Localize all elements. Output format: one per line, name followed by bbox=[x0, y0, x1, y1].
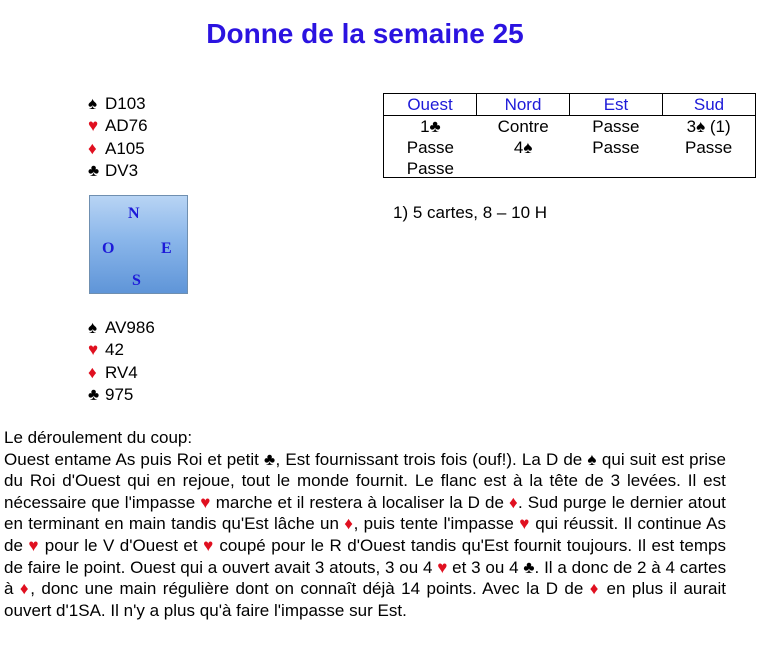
north-diamonds: A105 bbox=[105, 138, 145, 158]
compass-west: O bbox=[102, 240, 115, 257]
bid-cell-north: Contre bbox=[497, 117, 549, 136]
south-clubs: 975 bbox=[105, 384, 134, 404]
club-icon: ♣ bbox=[88, 160, 100, 180]
diamond-icon: ♦ bbox=[19, 579, 31, 599]
bid-cell-north: 4♠ bbox=[513, 138, 533, 157]
compass-box bbox=[89, 195, 188, 294]
north-clubs: DV3 bbox=[105, 160, 139, 180]
narrative-text: Ouest entame As puis Roi et petit ♣, Est fournissant trois fois (ouf!). La D de ♠ qui suit est prise du Roi d'Ouest qui en rejoue, tout le monde fournit. Le flanc est à la tête de 3 levées. Il est nécessaire que l'impasse ♥ marche et il restera à localiser la D de ♦. Sud purge le dernier atout en terminant en main tandis qu'Est lâche un ♦, puis tente l'impasse ♥ qui réussit. Il continue As de ♥ pour le V d'Ouest et ♥ coupé pour le R d'Ouest tandis qu'Est fournit toujours. Il est temps de faire le point. Ouest qui a ouvert avait 3 atouts, 3 ou 4 ♥ et 3 ou 4 ♣. Il a donc de 2 à 4 cartes à ♦, donc une main régulière dont on connaît déjà 14 points. Avec la D de ♦ en plus il aurait ouvert d'1SA. Il n'y a plus qu'à faire l'impasse sur Est. bbox=[4, 449, 727, 620]
heart-icon: ♥ bbox=[28, 535, 40, 555]
bid-cell-east: Passe bbox=[592, 138, 640, 157]
south-spades-line bbox=[88, 317, 155, 339]
bid-cell-east: Passe bbox=[592, 117, 640, 136]
compass-east: E bbox=[161, 240, 172, 257]
bid-header-west: Ouest bbox=[384, 94, 477, 115]
bid-cell-west: 1♣ bbox=[420, 117, 441, 136]
heart-icon: ♥ bbox=[200, 492, 211, 512]
north-clubs-line bbox=[88, 160, 148, 182]
bid-cell-east bbox=[570, 158, 663, 179]
club-icon: ♣ bbox=[88, 384, 100, 404]
north-spades-line bbox=[88, 93, 148, 115]
north-hearts: AD76 bbox=[105, 116, 148, 136]
page-title: Donne de la semaine 25 bbox=[206, 18, 524, 49]
south-hand bbox=[88, 317, 155, 406]
bid-cell-south: Passe bbox=[684, 138, 733, 157]
compass-south: S bbox=[132, 272, 141, 289]
spade-icon: ♠ bbox=[88, 94, 98, 113]
bid-header-north: Nord bbox=[477, 94, 570, 115]
spade-icon: ♠ bbox=[88, 318, 98, 337]
bidding-table bbox=[383, 93, 756, 178]
bid-cell-south: 3♠ (1) bbox=[686, 117, 731, 136]
south-hearts-line bbox=[88, 339, 155, 361]
south-clubs-line bbox=[88, 384, 155, 406]
south-spades: AV986 bbox=[105, 318, 155, 337]
diamond-icon: ♦ bbox=[508, 492, 518, 512]
heart-icon: ♥ bbox=[88, 340, 99, 360]
diamond-icon: ♦ bbox=[589, 579, 601, 599]
heart-icon: ♥ bbox=[519, 514, 530, 534]
narrative-title: Le déroulement du coup: bbox=[4, 428, 193, 447]
bidding-rows bbox=[384, 116, 755, 179]
heart-icon: ♥ bbox=[437, 557, 448, 577]
south-diamonds-line bbox=[88, 362, 155, 384]
bidding-row bbox=[384, 137, 755, 158]
north-hearts-line bbox=[88, 115, 148, 137]
bidding-row bbox=[384, 116, 755, 137]
diamond-icon: ♦ bbox=[88, 138, 97, 158]
compass-north: N bbox=[128, 205, 140, 222]
bidding-header bbox=[384, 94, 755, 116]
south-diamonds: RV4 bbox=[105, 362, 138, 382]
bid-header-south: Sud bbox=[693, 95, 725, 114]
bid-cell-north bbox=[477, 158, 570, 179]
bidding-row bbox=[384, 158, 755, 179]
diamond-icon: ♦ bbox=[88, 362, 97, 382]
bid-cell-west: Passe bbox=[406, 159, 455, 178]
play-narrative bbox=[4, 427, 726, 621]
heart-icon: ♥ bbox=[88, 116, 99, 136]
north-hand bbox=[88, 93, 148, 182]
bid-cell-west: Passe bbox=[406, 138, 455, 157]
south-hearts: 42 bbox=[105, 340, 124, 360]
heart-icon: ♥ bbox=[203, 535, 214, 555]
diamond-icon: ♦ bbox=[344, 514, 354, 534]
bidding-note: 1) 5 cartes, 8 – 10 H bbox=[393, 203, 548, 222]
north-diamonds-line bbox=[88, 138, 148, 160]
bid-header-east: Est bbox=[570, 94, 663, 115]
north-spades: D103 bbox=[105, 94, 146, 113]
bid-cell-south bbox=[662, 158, 755, 179]
